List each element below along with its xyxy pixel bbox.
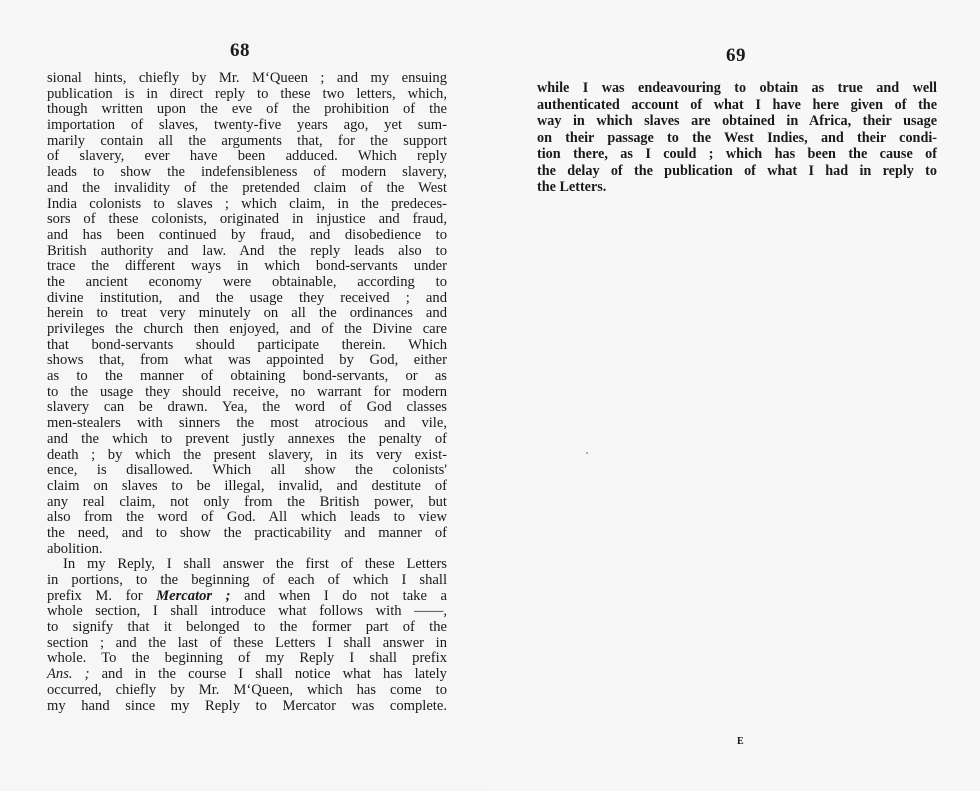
text-line: abolition.	[47, 540, 103, 557]
text-line: way in which slaves are obtained in Africa, their usage	[537, 113, 937, 129]
text-line: sional hints, chiefly by Mr. M‘Queen ; and my ensuing	[47, 70, 447, 86]
text-line: any real claim, not only from the British power, but	[47, 493, 447, 510]
text-line: slavery can be drawn. Yea, the word of God classes	[47, 399, 447, 416]
right-page-text	[537, 80, 937, 196]
text-line: leads to show the indefensibleness of modern slavery,	[47, 164, 447, 181]
text-line-mixed	[47, 667, 447, 683]
text-line: section ; and the last of these Letters I shall answer in	[47, 634, 447, 651]
text-line: whole section, I shall introduce what follows with ——,	[47, 603, 447, 620]
text-line: and the which to prevent justly annexes the penalty of	[47, 430, 447, 447]
text-line: while I was endeavouring to obtain as true and well	[537, 80, 937, 96]
text-line: divine institution, and the usage they received ; and	[47, 289, 447, 306]
text-line: India colonists to slaves ; which claim, in the predeces-	[47, 195, 447, 212]
text-line: the Letters.	[537, 179, 607, 195]
text-line: that bond-servants should participate therein. Which	[47, 336, 447, 353]
text-line: in portions, to the beginning of each of which I shall	[47, 572, 447, 588]
text-line: sors of these colonists, originated in injustice and fraud,	[47, 211, 447, 228]
text-line: the ancient economy were obtainable, according to	[47, 273, 447, 290]
page-number-right: 69	[726, 45, 746, 66]
page-number-left: 68	[230, 40, 250, 61]
right-page	[490, 0, 980, 791]
text-line: death ; by which the present slavery, in its very exist-	[47, 446, 447, 463]
text-run: prefix M. for	[47, 587, 143, 604]
text-line: to signify that it belonged to the former part of the	[47, 619, 447, 636]
text-line: importation of slaves, twenty-five years ago, yet sum-	[47, 117, 447, 134]
italic-word: Mercator ;	[156, 587, 231, 604]
text-line: trace the different ways in which bond-servants under	[47, 258, 447, 275]
text-line: also from the word of God. All which leads to view	[47, 509, 447, 526]
text-run: and when I do not take a	[244, 587, 447, 604]
text-line: of slavery, ever have been adduced. Which reply	[47, 148, 447, 165]
text-line: ence, is disallowed. Which all show the colonists'	[47, 462, 447, 479]
text-line: authenticated account of what I have here given of the	[537, 96, 937, 113]
text-line: and has been continued by fraud, and disobedience to	[47, 226, 447, 243]
signature-mark: E	[737, 736, 744, 747]
text-line: tion there, as I could ; which has been the cause of	[537, 146, 937, 162]
text-line: the delay of the publication of what I had in reply to	[537, 162, 937, 179]
text-line: claim on slaves to be illegal, invalid, and destitute of	[47, 477, 447, 494]
italic-word: Ans. ;	[47, 666, 90, 683]
text-line: though written upon the eve of the prohibition of the	[47, 101, 447, 118]
print-speck	[586, 452, 588, 454]
text-line: occurred, chiefly by Mr. M‘Queen, which has come to	[47, 681, 447, 698]
text-line: publication is in direct reply to these two letters, which,	[47, 85, 447, 102]
text-line: herein to treat very minutely on all the ordinances and	[47, 305, 447, 322]
text-line: to the usage they should receive, no warrant for modern	[47, 383, 447, 400]
text-line: as to the manner of obtaining bond-servants, or as	[47, 368, 447, 385]
text-line: whole. To the beginning of my Reply I shall prefix	[47, 650, 447, 667]
text-line: the need, and to show the practicability and manner of	[47, 524, 447, 541]
text-line: marily contain all the arguments that, for the support	[47, 132, 447, 149]
left-page-text	[47, 71, 447, 714]
text-line: my hand since my Reply to Mercator was complete.	[47, 697, 447, 714]
text-line: British authority and law. And the reply leads also to	[47, 242, 447, 259]
text-line: on their passage to the West Indies, and their condi-	[537, 129, 937, 146]
text-line: In my Reply, I shall answer the first of these Letters	[63, 556, 447, 573]
text-line: privileges the church then enjoyed, and of the Divine care	[47, 321, 447, 337]
text-line: and the invalidity of the pretended claim of the West	[47, 179, 447, 196]
text-run: and in the course I shall notice what has lately	[101, 666, 447, 683]
text-line: shows that, from what was appointed by God, either	[47, 352, 447, 369]
text-line: men-stealers with sinners the most atrocious and vile,	[47, 415, 447, 432]
text-line-mixed	[47, 589, 447, 605]
